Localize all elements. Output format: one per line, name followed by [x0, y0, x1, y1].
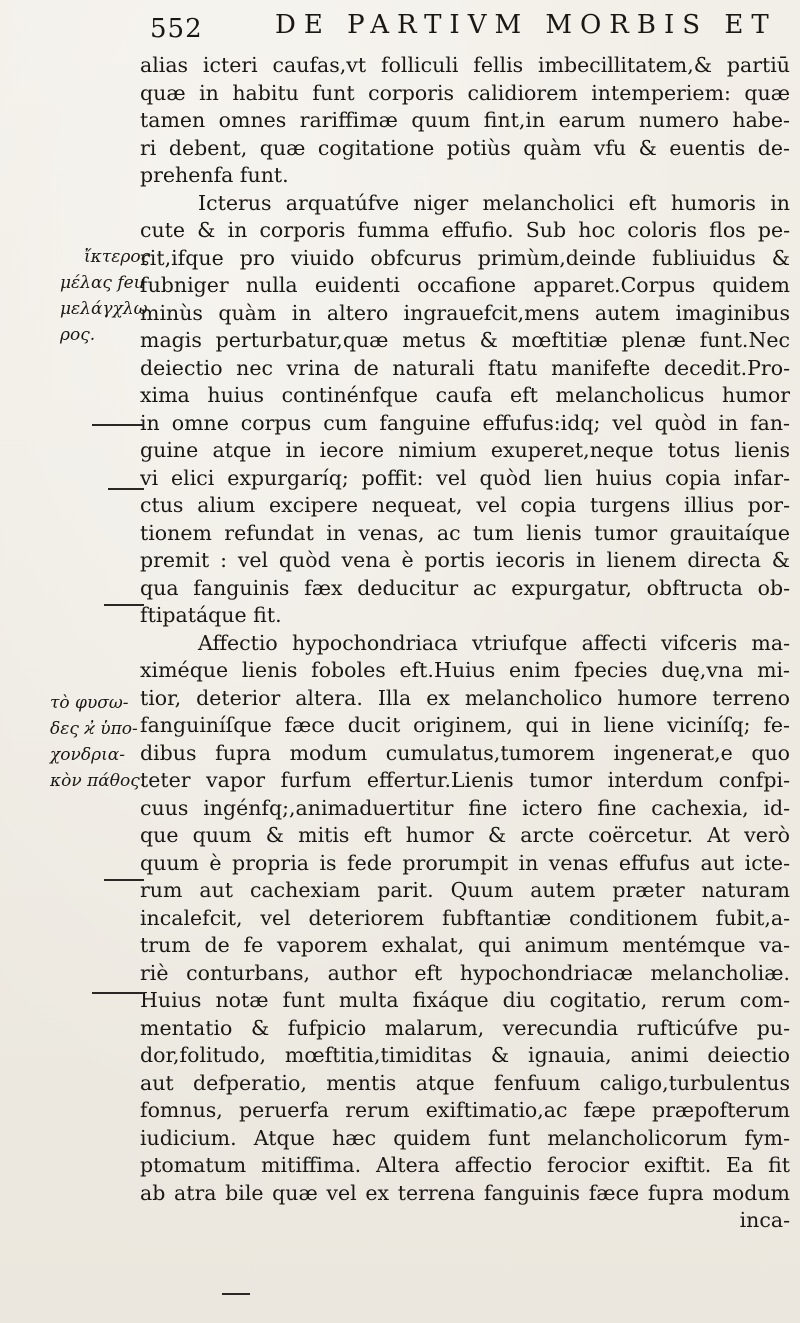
text-line: tior, deterior altera. Illa ex melancholico humore terreno — [140, 685, 790, 710]
text-line: cuus ingénfq;,animaduertitur fine ictero fine cachexia, id- — [140, 795, 790, 820]
text-line: rum aut cachexiam parit. Quum autem præter naturam — [140, 878, 790, 902]
margin-dash-mark — [104, 604, 144, 606]
text-line: que quum & mitis eft humor & arcte coërcetur. At verò — [140, 823, 790, 847]
text-line: vi elici expurgaríq; poffit: vel quòd lien huius copia infar- — [140, 465, 790, 490]
text-line: premit : vel quòd vena è portis iecoris in lienem directa & — [140, 548, 790, 572]
catch-rule — [222, 1293, 250, 1295]
margin-note-line: μελάγχλω — [60, 299, 148, 319]
text-line: deiectio nec vrina de naturali ftatu manifefte decedit.Pro- — [140, 355, 790, 380]
text-line: xima huius continénfque caufa eft melancholicus humor — [140, 383, 790, 407]
text-line: Icterus arquatúfve niger melancholici eft humoris in — [198, 190, 790, 215]
text-line: ctus alium excipere nequeat, vel copia turgens illius por- — [140, 493, 790, 517]
text-line: fubniger nulla euidenti occafione apparet.Corpus quidem — [140, 273, 790, 297]
text-line: quæ in habitu funt corporis calidiorem intemperiem: quæ — [140, 80, 790, 105]
margin-note-line: μέλας feu — [60, 273, 145, 293]
text-line: guine atque in iecore nimium exuperet,neque totus lienis — [140, 438, 790, 462]
catchword: inca- — [739, 1208, 790, 1232]
text-line: Huius notæ funt multa fixáque diu cogitatio, rerum com- — [140, 988, 790, 1012]
text-line: ptomatum mitiffima. Altera affectio ferocior exiftit. Ea fit — [140, 1153, 790, 1177]
margin-dash-mark — [108, 488, 144, 490]
margin-dash-mark — [92, 992, 144, 994]
text-line: tionem refundat in venas, ac tum lienis tumor grauitaíque — [140, 520, 790, 545]
text-line: Affectio hypochondriaca vtriufque affecti vifceris ma- — [198, 630, 790, 655]
text-line: dor,folitudo, mœftitia,timiditas & ignauia, animi deiectio — [140, 1043, 790, 1067]
text-line: prehenfa funt. — [140, 163, 289, 187]
text-line: in omne corpus cum fanguine effufus:idq; vel quòd in fan- — [140, 410, 790, 435]
margin-dash-mark — [92, 424, 144, 426]
text-line: quum è propria is fede prorumpit in venas effufus aut icte- — [140, 850, 790, 875]
margin-note-icterus — [60, 244, 150, 348]
page-number: 552 — [150, 14, 203, 44]
main-text-block — [140, 52, 790, 1235]
text-line: trum de fe vaporem exhalat, qui animum mentémque va- — [140, 933, 790, 957]
text-line: iudicium. Atque hæc quidem funt melancholicorum fym- — [140, 1125, 790, 1150]
text-line: qua fanguinis fæx deducitur ac expurgatur, obftructa ob- — [140, 575, 790, 600]
text-line: ri debent, quæ cogitatione potiùs quàm vfu & euentis de- — [140, 135, 790, 160]
page-header — [150, 10, 790, 50]
text-line: alias icteri caufas,vt folliculi fellis imbecillitatem,& partiū — [140, 53, 790, 77]
text-line: fomnus, peruerfa rerum exiftimatio,ac fæpe præpofterum — [140, 1098, 790, 1122]
text-line: magis perturbatur,quæ metus & mœftitiæ plenæ funt.Nec — [140, 328, 790, 352]
text-line: ftipatáque fit. — [140, 603, 282, 627]
margin-note-line: χονδρια- — [50, 745, 125, 765]
text-line: rit,ifque pro viuido obfcurus primùm,deinde fubliuidus & — [140, 245, 790, 270]
text-line: riè conturbans, author eft hypochondriacæ melancholiæ. — [140, 960, 790, 985]
text-line: dibus fupra modum cumulatus,tumorem ingenerat,e quo — [140, 740, 790, 765]
margin-note-line: τὸ φυσω- — [50, 693, 129, 713]
text-line: tamen omnes rariffimæ quum fint,in earum numero habe- — [140, 108, 790, 132]
margin-note-hypochondriac — [50, 690, 145, 794]
text-line: incalefcit, vel deteriorem fubftantiæ conditionem fubit,a- — [140, 905, 790, 930]
text-line: fanguiníſque fæce ducit originem, qui in liene viciníſq; fe- — [140, 713, 790, 737]
text-line: minùs quàm in altero ingrauefcit,mens autem imaginibus — [140, 300, 790, 325]
margin-note-line: ρος. — [60, 325, 96, 345]
text-line: teter vapor furfum effertur.Lienis tumor interdum confpi- — [140, 768, 790, 792]
text-line: ab atra bile quæ vel ex terrena fanguinis fæce fupra modum — [140, 1180, 790, 1205]
text-line: mentatio & fufpicio malarum, verecundia rufticúfve pu- — [140, 1015, 790, 1040]
running-head: DE PARTIVM MORBIS ET — [275, 10, 777, 40]
margin-note-line: κὸν πάθος. — [50, 771, 146, 791]
text-line: cute & in corporis fumma effufio. Sub hoc coloris flos pe- — [140, 218, 790, 242]
margin-note-line: δες ϰ̓ ὑπο- — [50, 719, 138, 739]
text-line: aut defperatio, mentis atque fenfuum caligo,turbulentus — [140, 1070, 790, 1095]
margin-note-line: ἴκτερος — [84, 247, 151, 267]
text-line: ximéque lienis foboles eft.Huius enim fpecies duę,vna mi- — [140, 658, 790, 682]
margin-dash-mark — [104, 879, 144, 881]
